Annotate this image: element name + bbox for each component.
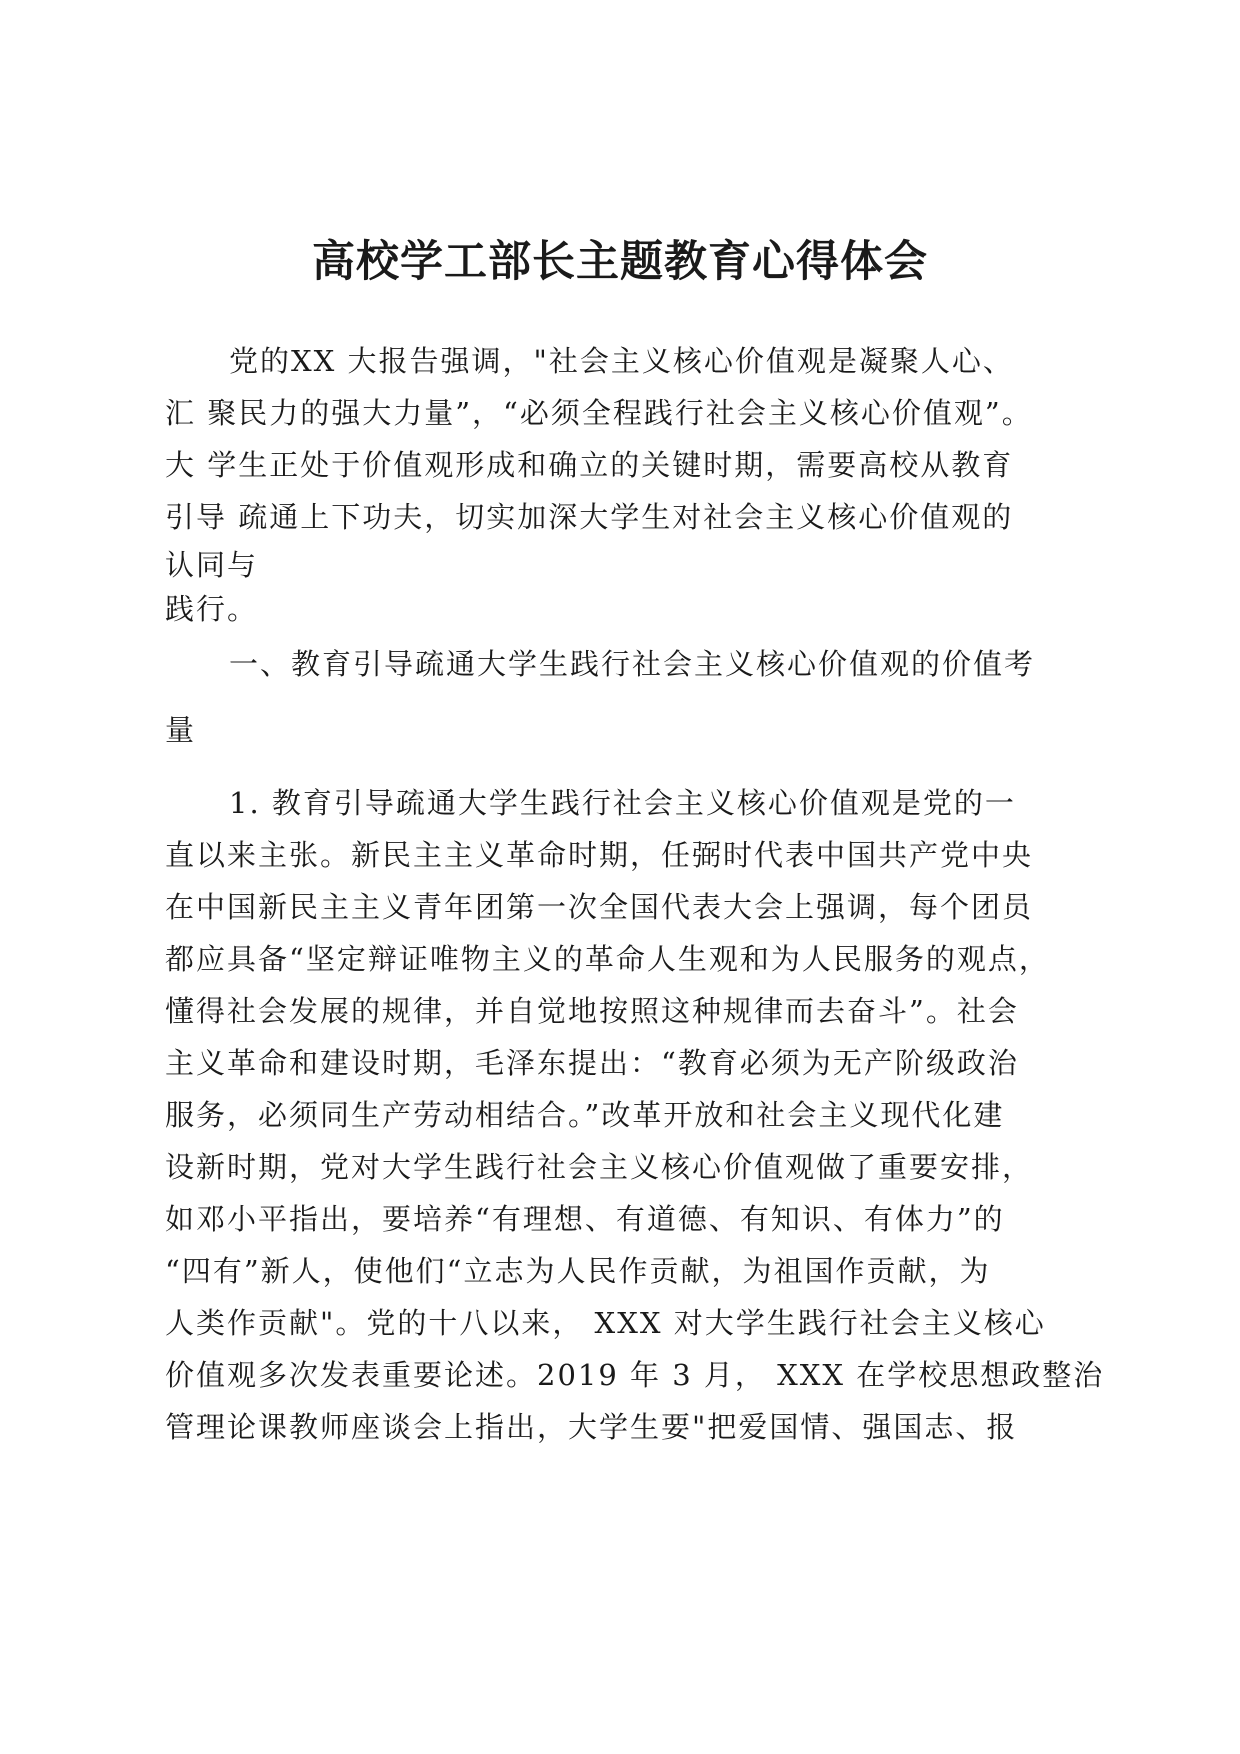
paragraph-line: “四有”新人，使他们“立志为人民作贡献，为祖国作贡献，为 <box>165 1254 991 1288</box>
paragraph-line: 党的XX 大报告强调，"社会主义核心价值观是凝聚人心、 <box>229 344 1014 378</box>
paragraph-line: 大 学生正处于价值观形成和确立的关键时期，需要高校从教育 <box>165 448 1014 482</box>
document-title: 高校学工部长主题教育心得体会 <box>312 237 928 287</box>
paragraph-line: 在中国新民主主义青年团第一次全国代表大会上强调，每个团员 <box>165 890 1034 924</box>
paragraph-line: 认同与 <box>165 548 259 582</box>
paragraph-line: 懂得社会发展的规律，并自觉地按照这种规律而去奋斗”。社会 <box>165 994 1019 1028</box>
paragraph-line: 如邓小平指出，要培养“有理想、有道德、有知识、有体力”的 <box>165 1202 1005 1236</box>
paragraph-line: 践行。 <box>165 592 259 626</box>
paragraph-line: 价值观多次发表重要论述。2019 年 3 月， XXX 在学校思想政整治 <box>165 1358 1105 1392</box>
paragraph-line: 人类作贡献"。党的十八以来， XXX 对大学生践行社会主义核心 <box>165 1306 1046 1340</box>
paragraph-line: 直以来主张。新民主主义革命时期，任弼时代表中国共产党中央 <box>165 838 1034 872</box>
paragraph-line: 设新时期，党对大学生践行社会主义核心价值观做了重要安排， <box>165 1150 1034 1184</box>
paragraph-line: 汇 聚民力的强大力量”，“必须全程践行社会主义核心价值观”。 <box>165 396 1033 430</box>
section-heading-line: 一、教育引导疏通大学生践行社会主义核心价值观的价值考 <box>229 647 1036 681</box>
paragraph-line: 主义革命和建设时期，毛泽东提出：“教育必须为无产阶级政治 <box>165 1046 1019 1080</box>
section-heading-line: 量 <box>165 713 197 747</box>
document-body <box>165 335 1105 1453</box>
paragraph-line: 都应具备“坚定辩证唯物主义的革命人生观和为人民服务的观点， <box>165 942 1050 976</box>
paragraph-line: 服务，必须同生产劳动相结合。”改革开放和社会主义现代化建 <box>165 1098 1005 1132</box>
paragraph-line: 管理论课教师座谈会上指出，大学生要"把爱国情、强国志、报 <box>165 1410 1018 1444</box>
paragraph-line: 1. 教育引导疏通大学生践行社会主义核心价值观是党的一 <box>229 786 1016 820</box>
paragraph-line: 引导 疏通上下功夫，切实加深大学生对社会主义核心价值观的 <box>165 500 1014 534</box>
